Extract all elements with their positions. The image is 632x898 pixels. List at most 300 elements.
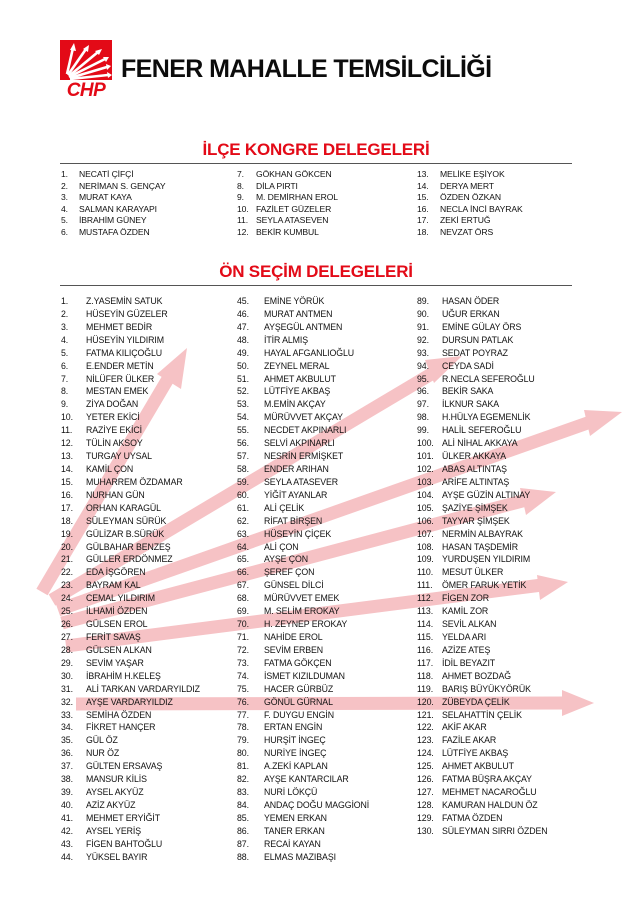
delegate-name: HAYAL AFGANLIOĞLU [264,347,355,358]
delegate-number: 72. [237,644,249,655]
delegate-number: 42. [61,825,73,836]
delegate-name: İBRAHİM H.KELEŞ [86,670,161,681]
delegate-number: 111. [417,580,433,591]
delegate-name: EMİNE GÜLAY ÖRS [442,321,522,332]
delegate-name: HASAN ÖDER [442,296,500,306]
delegate-number: 33. [61,709,73,720]
delegate-name: SÜLEYMAN SÜRÜK [86,515,167,526]
delegate-number: 125. [417,761,434,772]
delegate-number: 57. [237,451,249,462]
delegate-number: 90. [417,308,429,319]
delegate-name: FATMA BÜŞRA AKÇAY [442,774,532,785]
delegate-name: MURAT KAYA [79,192,132,203]
delegate-number: 120. [417,696,434,707]
delegate-number: 91. [417,321,429,332]
delegate-number: 20. [61,541,73,552]
delegate-name: SALMAN KARAYAPI [79,203,157,214]
delegate-name: GÖKHAN GÖKCEN [256,169,332,179]
delegate-number: 101. [417,451,434,462]
delegate-name: MANSUR KİLİS [86,774,147,785]
delegate-name: ALİ NİHAL AKKAYA [442,438,518,449]
delegate-number: 47. [237,321,249,332]
delegate-number: 46. [237,308,249,319]
delegate-number: 109. [417,554,434,565]
delegate-name: GÜNSEL DİLCİ [264,580,324,591]
delegate-name: ZİYA DOĞAN [86,399,139,410]
delegate-number: 55. [237,425,249,436]
delegate-number: 25. [61,606,73,617]
delegate-number: 14. [417,180,429,191]
delegate-name: TURGAY UYSAL [86,451,152,462]
delegate-number: 18. [61,515,73,526]
delegate-name: FATMA KILIÇOĞLU [86,347,163,358]
delegate-name: YETER EKİCİ [86,412,140,423]
delegate-name: YÜKSEL BAYIR [86,851,148,862]
delegate-name: ÖMER FARUK YETİK [442,580,527,591]
delegate-number: 28. [61,644,73,655]
delegate-name: SEYLA ATASEVEN [256,215,329,226]
delegate-number: 81. [237,761,249,772]
delegate-name: MELİKE EŞİYOK [440,169,505,179]
delegate-number: 116. [417,644,434,655]
delegate-number: 4. [61,334,69,345]
delegate-number: 87. [237,838,249,849]
delegate-number: 117. [417,657,434,668]
delegate-number: 92. [417,334,429,345]
delegate-number: 10. [61,412,73,423]
delegate-number: 1. [61,296,69,306]
delegate-name: ÜLKER AKKAYA [442,451,506,462]
delegate-number: 8. [237,180,244,191]
delegate-number: 107. [417,528,434,539]
delegate-name: ARİFE ALTINTAŞ [442,476,510,487]
delegate-name: EMİNE YÖRÜK [264,296,325,306]
delegate-number: 40. [61,799,73,810]
delegate-number: 13. [61,451,73,462]
delegate-name: SEVİL ALKAN [442,619,497,630]
delegate-number: 6. [61,360,69,371]
delegate-number: 115. [417,631,434,642]
delegate-name: ORHAN KARAGÜL [86,502,161,513]
delegate-number: 100. [417,438,434,449]
delegate-number: 73. [237,657,249,668]
delegate-number: 66. [237,567,249,578]
delegate-number: 83. [237,787,249,798]
delegate-number: 1. [61,169,68,179]
delegate-name: BEKİR KUMBUL [256,226,319,237]
delegate-name: H.HÜLYA EGEMENLİK [442,412,531,423]
chp-logo [60,40,112,102]
delegate-name: RİFAT BİRŞEN [264,515,323,526]
delegate-name: GÜLSEN ALKAN [86,644,152,655]
delegate-name: AHMET AKBULUT [264,373,336,384]
delegate-name: NUR ÖZ [86,748,120,759]
delegate-number: 108. [417,541,434,552]
delegate-name: RAZİYE EKİCİ [86,425,142,436]
delegate-number: 3. [61,321,69,332]
delegate-name: TAYYAR ŞİMŞEK [442,515,510,526]
page-title: FENER MAHALLE TEMSİLCİLİĞİ [121,55,492,83]
delegate-number: 53. [237,399,249,410]
six-arrows-icon [60,40,112,80]
delegate-number: 3. [61,192,68,203]
delegate-number: 10. [237,203,249,214]
delegate-number: 80. [237,748,249,759]
delegate-name: DURSUN PATLAK [442,334,514,345]
delegate-number: 127. [417,787,434,798]
delegate-name: HÜSEYİN ÇİÇEK [264,528,332,539]
delegate-number: 76. [237,696,249,707]
delegate-name: AHMET BOZDAĞ [442,670,512,681]
delegate-name: AKİF AKAR [442,722,487,733]
delegate-number: 119. [417,683,434,694]
delegate-number: 50. [237,360,249,371]
delegate-name: TÜLİN AKSOY [86,438,143,449]
delegate-name: İSMET KIZILDUMAN [264,670,345,681]
delegate-name: BEKİR SAKA [442,386,494,397]
delegate-name: MESUT ÜLKER [442,567,504,578]
delegate-number: 74. [237,670,249,681]
delegate-name: ŞEREF ÇON [264,567,315,578]
delegate-number: 23. [61,580,73,591]
delegate-name: AYŞE ÇON [264,554,309,565]
delegate-number: 67. [237,580,249,591]
delegate-name: ENDER ARIHAN [264,463,329,474]
delegate-name: NECLA İNCİ BAYRAK [440,203,523,214]
delegate-name: AZİZE ATEŞ [442,644,491,655]
delegate-number: 98. [417,412,429,423]
delegate-name: GÜLTEN ERSAVAŞ [86,761,163,772]
delegate-name: MUSTAFA ÖZDEN [79,226,150,237]
delegate-number: 11. [237,215,249,226]
delegate-number: 14. [61,463,73,474]
delegate-name: MESTAN EMEK [86,386,149,397]
delegate-number: 102. [417,463,434,474]
delegate-number: 2. [61,180,68,191]
delegate-number: 105. [417,502,434,513]
delegate-number: 69. [237,606,249,617]
delegate-number: 38. [61,774,73,785]
delegate-number: 79. [237,735,249,746]
delegate-number: 37. [61,761,73,772]
delegate-number: 48. [237,334,249,345]
delegate-number: 24. [61,593,73,604]
delegate-name: HALİL SEFEROĞLU [442,425,522,436]
delegate-number: 34. [61,722,73,733]
delegate-name: HURŞİT İNGEÇ [264,735,326,746]
delegate-name: SELVİ AKPINARLI [264,438,335,449]
delegate-number: 35. [61,735,73,746]
delegate-number: 6. [61,226,68,237]
logo-text: CHP [60,80,112,102]
delegate-number: 104. [417,489,434,500]
delegate-name: FİKRET HANÇER [86,722,156,733]
delegate-number: 19. [61,528,73,539]
delegate-number: 32. [61,696,73,707]
delegate-name: SEMİHA ÖZDEN [86,709,152,720]
delegate-name: M.EMİN AKÇAY [264,399,326,410]
delegate-number: 29. [61,657,73,668]
delegate-name: FATMA ÖZDEN [442,812,503,823]
delegate-number: 110. [417,567,434,578]
delegate-name: F. DUYGU ENGİN [264,709,334,720]
delegate-name: NURİ LÖKÇÜ [264,787,318,798]
delegate-number: 54. [237,412,249,423]
delegate-name: AYŞE GÜZİN ALTINAY [442,489,531,500]
delegate-name: MUHARREM ÖZDAMAR [86,476,183,487]
delegate-number: 59. [237,476,249,487]
delegate-name: GÖNÜL GÜRNAL [264,696,333,707]
delegate-number: 86. [237,825,249,836]
delegate-name: UĞUR ERKAN [442,308,500,319]
delegate-name: İTİR ALMIŞ [264,334,308,345]
delegate-number: 58. [237,463,249,474]
delegate-number: 126. [417,774,434,785]
section-title-ilce: İLÇE KONGRE DELEGELERİ [202,140,430,159]
delegate-number: 17. [417,215,429,226]
delegate-number: 129. [417,812,434,823]
delegate-number: 16. [417,203,429,214]
delegate-name: GÜLBAHAR BENZEŞ [86,541,171,552]
delegate-name: KAMURAN HALDUN ÖZ [442,799,538,810]
delegate-number: 62. [237,515,249,526]
delegate-number: 103. [417,476,434,487]
delegate-name: ZEKİ ERTUĞ [440,215,491,226]
delegate-name: AHMET AKBULUT [442,761,514,772]
delegate-number: 4. [61,203,68,214]
delegate-number: 12. [61,438,73,449]
delegate-number: 27. [61,631,73,642]
delegate-name: GÜL ÖZ [86,735,118,746]
delegate-name: SÜLEYMAN SIRRI ÖZDEN [442,825,548,836]
delegate-name: ŞAZİYE ŞİMŞEK [442,502,508,513]
delegate-number: 44. [61,851,73,862]
delegate-name: BARIŞ BÜYÜKYÖRÜK [442,683,531,694]
section-divider [60,163,572,164]
delegate-number: 36. [61,748,73,759]
delegate-name: Z.YASEMİN SATUK [86,296,163,306]
delegate-name: DİLA PIRTI [256,180,298,191]
delegate-name: LÜTFİYE AKBAŞ [442,748,509,759]
delegate-name: ZEYNEL MERAL [264,360,330,371]
delegate-name: FİGEN ZOR [442,593,489,604]
delegate-name: FAZİLET GÜZELER [256,203,332,214]
delegate-name: BAYRAM KAL [86,580,141,591]
delegate-name: DERYA MERT [440,180,494,191]
delegate-number: 9. [61,399,69,410]
delegate-name: İLHAMİ ÖZDEN [86,606,148,617]
delegate-name: RECAİ KAYAN [264,838,321,849]
delegate-number: 2. [61,308,69,319]
delegate-name: SEVİM YAŞAR [86,657,144,668]
delegate-number: 52. [237,386,249,397]
delegate-number: 118. [417,670,434,681]
delegate-number: 56. [237,438,249,449]
delegate-name: İLKNUR SAKA [442,399,500,410]
delegate-name: AYŞE KANTARCILAR [264,774,349,785]
delegate-number: 121. [417,709,434,720]
delegate-name: AYŞEGÜL ANTMEN [264,321,343,332]
delegate-number: 26. [61,619,73,630]
delegate-number: 12. [237,226,249,237]
delegate-name: YURDUŞEN YILDIRIM [442,554,531,565]
delegate-number: 84. [237,799,249,810]
delegate-number: 13. [417,169,429,179]
delegate-name: CEYDA SADİ [442,360,494,371]
delegate-number: 7. [61,373,69,384]
delegate-number: 16. [61,489,73,500]
delegate-name: EDA İŞGÖREN [86,567,146,578]
delegate-number: 128. [417,799,434,810]
delegate-name: TANER ERKAN [264,825,325,836]
delegate-name: SEVİM ERBEN [264,644,324,655]
delegate-number: 45. [237,296,249,306]
delegate-name: ALİ ÇON [264,541,299,552]
delegate-number: 96. [417,386,429,397]
delegate-name: NESRİN ERMİŞKET [264,451,344,462]
delegate-name: SELAHATTİN ÇELİK [442,709,522,720]
delegate-name: FAZİLE AKAR [442,735,497,746]
delegate-number: 61. [237,502,249,513]
delegate-name: KAMİL ZOR [442,606,489,617]
delegate-number: 9. [237,192,244,203]
delegate-name: ZÜBEYDA ÇELİK [442,696,510,707]
delegate-number: 43. [61,838,73,849]
delegate-name: CEMAL YILDIRIM [86,593,155,604]
delegate-number: 97. [417,399,429,410]
delegate-name: MEHMET ERYİĞİT [86,812,161,823]
delegate-number: 5. [61,347,69,358]
delegate-number: 63. [237,528,249,539]
delegate-number: 17. [61,502,73,513]
delegate-name: ALİ ÇELİK [264,502,305,513]
delegate-name: E.ENDER METİN [86,360,154,371]
delegate-name: MEHMET NACAROĞLU [442,787,537,798]
delegate-name: HASAN TAŞDEMİR [442,541,518,552]
delegate-name: YİĞİT AYANLAR [264,489,328,500]
delegate-name: ELMAS MAZIBAŞI [264,851,336,862]
delegate-number: 41. [61,812,73,823]
delegate-name: NECDET AKPINARLI [264,425,347,436]
delegate-name: ÖZDEN ÖZKAN [440,192,501,203]
delegate-number: 68. [237,593,249,604]
delegate-number: 15. [61,476,73,487]
delegate-number: 114. [417,619,434,630]
delegate-name: FERİT SAVAŞ [86,631,141,642]
delegate-name: ALİ TARKAN VARDARYILDIZ [86,683,200,694]
delegate-number: 88. [237,851,249,862]
delegate-name: NURİYE İNGEÇ [264,748,327,759]
delegate-name: HÜSEYİN GÜZELER [86,308,168,319]
delegate-number: 95. [417,373,429,384]
delegate-number: 99. [417,425,429,436]
delegate-name: M. DEMİRHAN EROL [256,192,338,203]
delegate-name: AYSEL AKYÜZ [86,787,144,798]
delegate-number: 123. [417,735,434,746]
delegate-number: 75. [237,683,249,694]
delegate-number: 78. [237,722,249,733]
delegate-name: NERİMAN S. GENÇAY [79,180,166,191]
delegate-name: ERTAN ENGİN [264,722,323,733]
delegate-number: 7. [237,169,244,179]
section-title-onsecim: ÖN SEÇİM DELEGELERİ [219,262,413,281]
delegate-number: 22. [61,567,73,578]
delegate-name: FİGEN BAHTOĞLU [86,838,163,849]
delegate-name: M. SELİM EROKAY [264,606,340,617]
delegate-name: AZİZ AKYÜZ [86,799,136,810]
delegate-name: İBRAHİM GÜNEY [79,215,147,226]
delegate-number: 49. [237,347,249,358]
delegate-number: 94. [417,360,429,371]
delegate-name: R.NECLA SEFEROĞLU [442,373,535,384]
delegate-name: NEVZAT ÖRS [440,226,494,237]
delegate-number: 8. [61,386,69,397]
delegate-number: 64. [237,541,249,552]
delegate-name: NİLÜFER ÜLKER [86,373,155,384]
section-divider [60,285,572,286]
delegate-name: HACER GÜRBÜZ [264,683,334,694]
delegate-number: 85. [237,812,249,823]
delegate-name: FATMA GÖKÇEN [264,657,332,668]
delegate-name: YEMEN ERKAN [264,812,327,823]
delegate-name: NERMİN ALBAYRAK [442,528,523,539]
delegate-name: GÜLSEN EROL [86,619,148,630]
delegate-name: A.ZEKİ KAPLAN [264,761,328,772]
delegate-name: AYSEL YERİŞ [86,825,141,836]
delegate-number: 21. [61,554,73,565]
delegate-number: 18. [417,226,429,237]
delegate-number: 65. [237,554,249,565]
delegate-name: SEDAT POYRAZ [442,347,508,358]
delegate-number: 122. [417,722,434,733]
delegate-number: 39. [61,787,73,798]
delegate-number: 60. [237,489,249,500]
delegate-number: 77. [237,709,249,720]
delegate-number: 112. [417,593,434,604]
delegate-number: 89. [417,296,429,306]
delegate-name: MÜRÜVVET AKÇAY [264,412,343,423]
delegate-number: 82. [237,774,249,785]
delegate-name: GÜLİZAR B.SÜRÜK [86,528,165,539]
delegate-name: MURAT ANTMEN [264,308,333,319]
delegate-number: 11. [61,425,73,436]
delegate-number: 93. [417,347,429,358]
delegate-name: YELDA ARI [442,631,487,642]
delegate-number: 71. [237,631,249,642]
delegate-number: 15. [417,192,429,203]
delegate-name: İDİL BEYAZIT [442,657,496,668]
delegate-name: KAMİL ÇON [86,463,134,474]
delegate-name: AYŞE VARDARYILDIZ [86,696,173,707]
delegate-name: ANDAÇ DOĞU MAGGİONİ [264,799,370,810]
delegate-name: MEHMET BEDİR [86,321,153,332]
delegate-name: MÜRÜVVET EMEK [264,593,340,604]
delegate-name: H. ZEYNEP EROKAY [264,619,348,630]
delegate-number: 106. [417,515,434,526]
delegate-number: 124. [417,748,434,759]
delegate-number: 70. [237,619,249,630]
delegate-number: 31. [61,683,73,694]
delegate-number: 30. [61,670,73,681]
delegate-number: 130. [417,825,434,836]
delegate-name: NURHAN GÜN [86,489,145,500]
delegate-name: NECATİ ÇİFÇİ [79,169,134,179]
delegate-name: SEYLA ATASEVER [264,476,339,487]
delegate-number: 113. [417,606,434,617]
delegate-name: HÜSEYİN YILDIRIM [86,334,164,345]
delegate-name: NAHİDE EROL [264,631,323,642]
delegate-name: ABAS ALTINTAŞ [442,463,507,474]
